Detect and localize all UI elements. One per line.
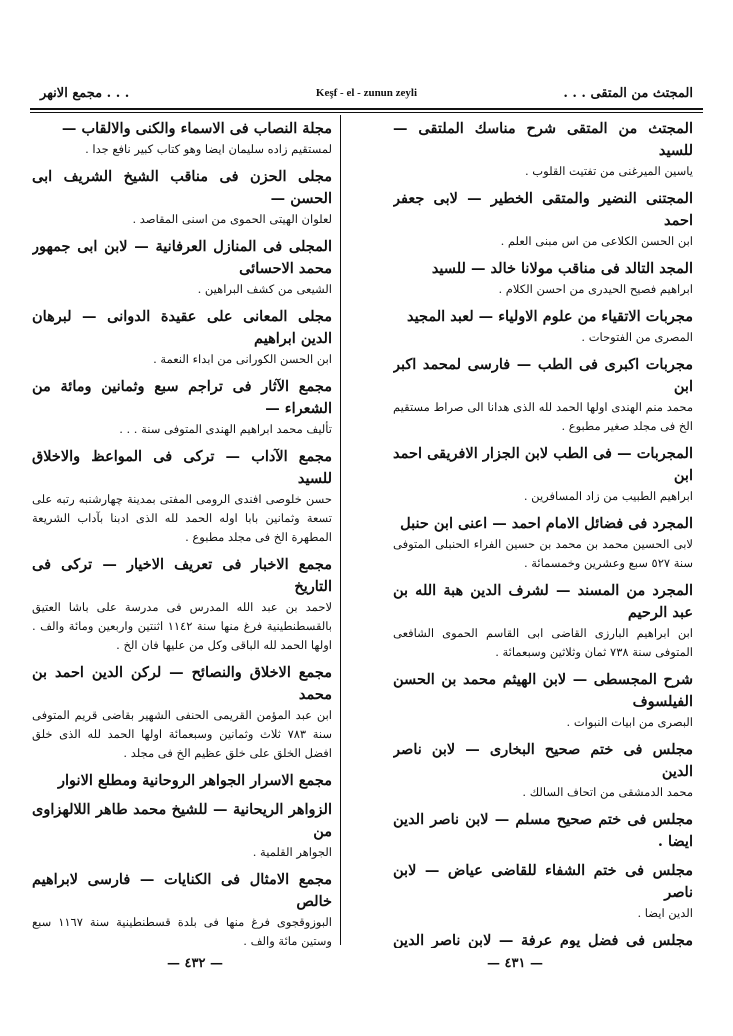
entry-title: مجمع الاسرار الجواهر الروحانية ومطلع الانوار bbox=[58, 772, 332, 789]
entry-body: تأليف محمد ابراهيم الهندى المتوفى سنة . . . bbox=[119, 422, 332, 436]
entry bbox=[32, 446, 332, 547]
entry bbox=[393, 580, 693, 662]
entry-title: مجلس فى ختم صحيح البخارى — لابن ناصر الدين bbox=[393, 741, 693, 780]
entry bbox=[32, 376, 332, 439]
entry bbox=[32, 236, 332, 299]
entry bbox=[32, 799, 332, 862]
entry-body: حسن خلوصى افندى الرومى المفتى بمدينة چهارشنبه رتبه على تسعة وثمانين بابا اوله الحمد لله الذى ادبنا بآداب الشريعة المطهرة الخ فى مجلد مطبوع . bbox=[32, 492, 332, 544]
entry-title: مجلى المعانى على عقيدة الدوانى — لبرهان الدين ابراهيم bbox=[32, 308, 332, 347]
entry-body: ابن عبد المؤمن القريمى الحنفى الشهير بقاضى قريم المتوفى سنة ٧٨٣ ثلاث وثمانين وسبعمائة اولها الحمد لله الذى خلق افضل الخلق على خلق عظيم الخ فى مجلد . bbox=[32, 708, 332, 760]
entry-title: الزواهر الريحانية — للشيخ محمد طاهر اللالهزاوى من bbox=[32, 801, 332, 840]
entry-title: المجربات — فى الطب لابن الجزار الافريقى احمد ابن bbox=[393, 445, 693, 484]
column-divider bbox=[340, 115, 341, 945]
header-left: مجمع الانهر . . . bbox=[40, 86, 130, 101]
entry-title: مجلى الحزن فى مناقب الشيخ الشريف ابى الحسن — bbox=[32, 168, 332, 207]
entry-title: مجربات الاتقياء من علوم الاولياء — لعبد المجيد bbox=[407, 308, 693, 325]
page-number-left: — ٤٣٢ — bbox=[166, 956, 223, 971]
entry bbox=[32, 118, 332, 159]
entry-body: لعلوان الهيتى الحموى من اسنى المقاصد . bbox=[132, 212, 332, 226]
entry-body: لاحمد بن عبد الله المدرس فى مدرسة على باشا العتيق بالقسطنطينية فرغ منها سنة ١١٤٢ اثنتين واربعين ومائة والف . اولها الحمد لله الباقى وكل من عليها فان الخ . bbox=[32, 600, 332, 652]
entry-body: محمد الدمشقى من اتحاف السالك . bbox=[522, 785, 693, 799]
entry-title: مجمع الآثار فى تراجم سبع وثمانين ومائة من الشعراء — bbox=[32, 378, 332, 417]
entry bbox=[393, 669, 693, 732]
entry bbox=[32, 166, 332, 229]
page-number-right: — ٤٣١ — bbox=[486, 956, 543, 971]
entry bbox=[32, 770, 332, 792]
entry bbox=[32, 306, 332, 369]
entry-title: المجرد من المسند — لشرف الدين هبة الله بن عبد الرحيم bbox=[393, 582, 693, 621]
entry-body: ابن الحسن الكلاعى من اس مبنى العلم . bbox=[500, 234, 693, 248]
entry-body: لمستقيم زاده سليمان ايضا وهو كتاب كبير نافع جدا . bbox=[85, 142, 332, 156]
entry bbox=[393, 354, 693, 436]
entry-title: مجربات اكبرى فى الطب — فارسى لمحمد اكبر ابن bbox=[393, 356, 693, 395]
entry-body: البصرى من ابيات النبوات . bbox=[566, 715, 693, 729]
entry-body: ابراهيم فصيح الحيدرى من احسن الكلام . bbox=[498, 282, 693, 296]
entry-title: المجد التالد فى مناقب مولانا خالد — للسيد bbox=[431, 260, 693, 277]
entry bbox=[393, 930, 693, 948]
entry-title: المجتنى النضير والمتقى الخطير — لابى جعفر احمد bbox=[393, 190, 693, 229]
entry bbox=[32, 662, 332, 763]
left-column bbox=[32, 118, 332, 948]
entry-body: البوزوقجوى فرغ منها فى بلدة قسطنطينية سنة ١١٦٧ سبع وستين مائة والف . bbox=[32, 915, 332, 948]
entry-title: مجمع الآداب — تركى فى المواعظ والاخلاق للسيد bbox=[32, 448, 332, 487]
entry-body: لابى الحسين محمد بن محمد بن حسين الفراء الحنبلى المتوفى سنة ٥٢٧ سبع وعشرين وخمسمائة . bbox=[393, 537, 693, 570]
entry-title: مجمع الاخبار فى تعريف الاخيار — تركى فى التاريخ bbox=[32, 556, 332, 595]
entry-title: مجلس فى ختم الشفاء للقاضى عياض — لابن ناصر bbox=[393, 862, 693, 901]
entry-body: الدين ايضا . bbox=[637, 906, 693, 920]
running-header bbox=[30, 84, 703, 106]
entry bbox=[393, 513, 693, 573]
entry-body: ابن ابراهيم البارزى القاضى ابى القاسم الحموى الشافعى المتوفى سنة ٧٣٨ ثمان وثلاثين وسبعمائة . bbox=[393, 626, 693, 659]
header-right: المجتث من المتقى . . . bbox=[563, 86, 693, 101]
entry-body: محمد منم الهندى اولها الحمد لله الذى هدانا الى صراط مستقيم الخ فى مجلد صغير مطبوع . bbox=[393, 400, 693, 433]
entry-title: المجرد فى فضائل الامام احمد — اعنى ابن حنبل bbox=[400, 515, 693, 532]
entry-title: المجلى فى المنازل العرفانية — لابن ابى جمهور محمد الاحسائى bbox=[32, 238, 332, 277]
header-rule-thin bbox=[30, 112, 703, 113]
entry-title: المجتث من المتقى شرح مناسك الملتقى — للسيد bbox=[393, 120, 693, 159]
entry-body: الشيعى من كشف البراهين . bbox=[197, 282, 332, 296]
entry bbox=[32, 554, 332, 655]
entry-body: ابراهيم الطبيب من زاد المسافرين . bbox=[523, 489, 693, 503]
entry-body: ابن الحسن الكورانى من ابداء النعمة . bbox=[153, 352, 332, 366]
entry bbox=[393, 809, 693, 853]
entry-title: شرح المجسطى — لابن الهيثم محمد بن الحسن الفيلسوف bbox=[393, 671, 693, 710]
entry bbox=[393, 860, 693, 923]
entry-title: مجلس فى فضل يوم عرفة — لابن ناصر الدين bbox=[393, 932, 693, 948]
entry-title: مجلس فى ختم صحيح مسلم — لابن ناصر الدين ايضا . bbox=[393, 811, 693, 850]
entry-body: الجواهر القلمية . bbox=[252, 845, 332, 859]
entry bbox=[32, 869, 332, 948]
right-column bbox=[393, 118, 693, 948]
header-center: Keşf - el - zunun zeyli bbox=[315, 87, 418, 99]
entry-body: ياسين الميرغنى من تفتيت القلوب . bbox=[525, 164, 693, 178]
entry-title: مجمع الامثال فى الكنايات — فارسى لابراهيم خالص bbox=[32, 871, 332, 910]
entry bbox=[393, 739, 693, 802]
header-rule bbox=[30, 108, 703, 110]
entry bbox=[393, 443, 693, 506]
entry bbox=[393, 188, 693, 251]
entry bbox=[393, 258, 693, 299]
entry-body: المصرى من الفتوحات . bbox=[581, 330, 693, 344]
entry bbox=[393, 306, 693, 347]
entry-title: مجلة النصاب فى الاسماء والكنى والالقاب — bbox=[61, 120, 332, 137]
entry bbox=[393, 118, 693, 181]
entry-title: مجمع الاخلاق والنصائح — لركن الدين احمد بن محمد bbox=[32, 664, 332, 703]
